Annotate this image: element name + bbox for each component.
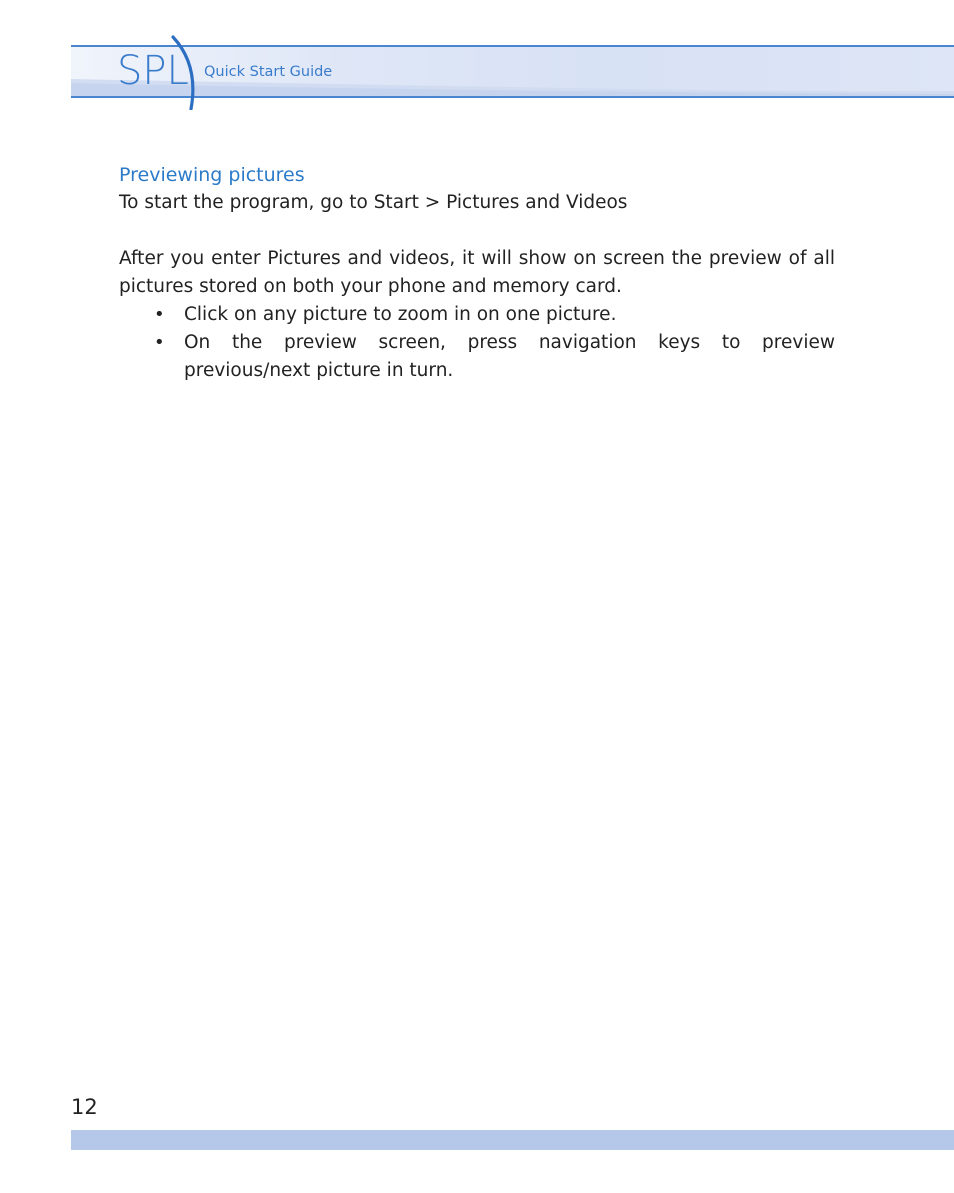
body-paragraph: After you enter Pictures and videos, it will show on screen the preview of all pictures stored on both your phone and memory card. <box>119 248 835 297</box>
bullet-icon: • <box>154 304 165 325</box>
list-item <box>119 329 835 385</box>
intro-text: To start the program, go to Start > Pictures and Videos <box>119 192 628 213</box>
bullet-icon: • <box>154 332 165 353</box>
footer-bar <box>71 1130 954 1150</box>
header-subtitle: Quick Start Guide <box>204 64 333 80</box>
spacer <box>119 217 835 245</box>
page-header <box>71 45 954 98</box>
page-number: 12 <box>71 1095 98 1119</box>
bullet-list <box>119 301 835 385</box>
main-content <box>119 161 835 385</box>
list-item-text: On the preview screen, press navigation keys to preview previous/next picture in turn. <box>184 332 835 381</box>
list-item-text: Click on any picture to zoom in on one picture. <box>184 304 617 325</box>
section-title: Previewing pictures <box>119 164 305 186</box>
logo: SPL <box>117 48 189 94</box>
list-item <box>119 301 835 329</box>
logo-arc-icon <box>169 35 209 110</box>
